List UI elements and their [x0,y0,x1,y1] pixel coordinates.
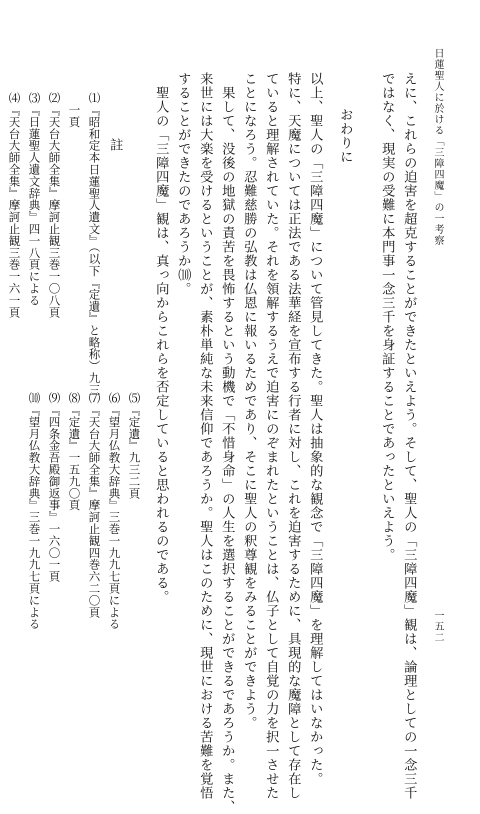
footnote: ⑹『望月仏教大辞典』三巻一九九七頁による [107,392,122,630]
footnote: ⑵『天台大師全集』摩訶止観三巻一〇八頁 [47,92,62,319]
footnote: ⑶『日蓮聖人遺文辞典』四一八頁による [27,92,42,307]
footnote: ⑻『定遺』一五九〇頁 [67,392,82,511]
footnote: 一頁 [67,104,82,128]
footnote: ⑸『定遺』九三二頁 [127,392,142,500]
footnote: ⑴『昭和定本日蓮聖人遺文』（以下『定遺』と略称）九三 [87,92,102,396]
running-title: 日蓮聖人に於ける「三障四魔」の一考察 [432,48,443,246]
text-line: することができたのであろうか⑽。 [175,72,191,296]
page-number: 一五二 [432,610,443,643]
footnote: ⑷『天台大師全集』摩訶止観三巻一六一頁 [7,92,22,319]
text-line: えに、これらの迫害を超克することができたといえよう。そして、聖人の「三障四魔」観は、論理としての一念三千 [401,72,417,800]
footnote: ⑺『天台大師全集』摩訶止観四巻六二〇頁 [87,392,102,619]
text-line: 果して、没後の地獄の責苦を畏怖するという動機で「不惜身命」の人生を選択することができるであろうか。また、 [219,86,235,814]
text-line: 以上、聖人の「三障四魔」について管見してきた。聖人は抽象的な観念で「三障四魔」を理解してはいなかった。 [307,72,323,786]
text-line: 聖人の「三障四魔」観は、真っ向からこれらを否定していると思われるのである。 [153,86,169,604]
text-line: 特に、天魔については正法である法華経を宣布する行者に対し、これを迫害するために、具現的な魔障として存在し [285,72,301,800]
notes-heading: 註 [107,138,123,152]
text-line: ていると理解されていた。それを領解するうえで迫害にのぞまれたということは、仏子として自覚の力を択一させた [263,72,279,800]
text-line: 来世には大楽を受けるということが、素朴単純な未来信仰であろうか。聖人はこのために、現世における苦難を覚悟 [197,72,213,800]
footnote: ⑼『四条金吾殿御返事』一六〇一頁 [47,392,62,583]
text-line: ことになろう。忍難慈勝の弘教は仏恩に報いるためであり、そこに聖人の釈尊観をみることができよう。 [241,72,257,730]
text-line: ではなく、現実の受難に本門事一念三千を身証することであったといえよう。 [379,72,395,562]
footnote: ⑽『望月仏教大辞典』三巻一九九七頁による [27,392,42,630]
section-heading: おわりに [337,108,353,164]
